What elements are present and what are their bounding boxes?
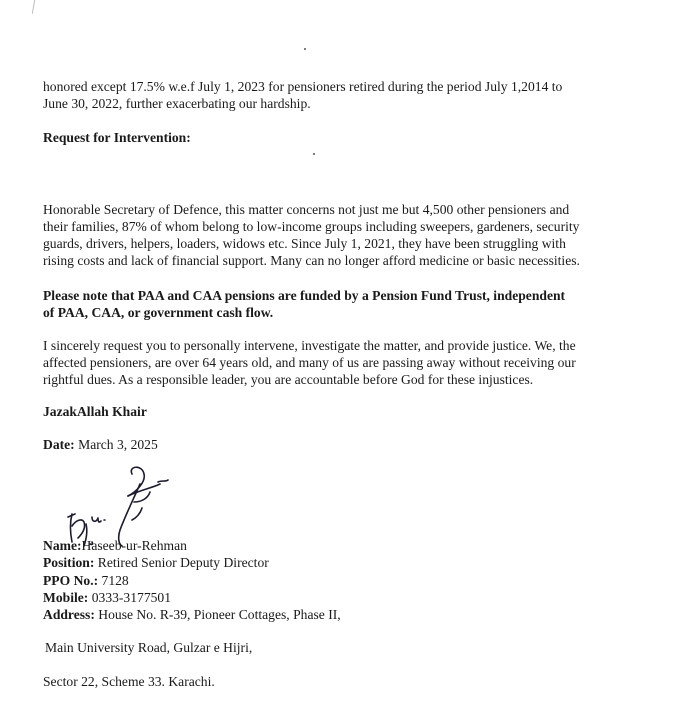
- address-line-3: Sector 22, Scheme 33. Karachi.: [43, 674, 215, 689]
- text-line: rising costs and lack of financial support. Many can no longer afford medicine or basic necessities.: [43, 253, 580, 268]
- note-paragraph: [43, 287, 609, 321]
- position-value: Retired Senior Deputy Director: [97, 555, 269, 571]
- sender-name-row: [43, 537, 463, 554]
- text-line: guards, drivers, helpers, loaders, widows etc. Since July 1, 2021, they have been struggling with: [43, 236, 566, 251]
- text-line: rightful dues. As a responsible leader, you are accountable before God for these injustices.: [43, 372, 534, 387]
- mobile-label: Mobile:: [43, 589, 89, 605]
- body-paragraph: [43, 337, 609, 388]
- body-paragraph: [43, 201, 609, 269]
- text-line: Please note that PAA and CAA pensions are funded by a Pension Fund Trust, independent: [43, 288, 566, 303]
- speck: [304, 48, 306, 50]
- sender-details: [43, 537, 463, 623]
- address-label: Address:: [43, 607, 95, 623]
- sender-address-row: [43, 606, 463, 623]
- opening-paragraph: [43, 78, 609, 112]
- mobile-value: 0333-3177501: [91, 589, 172, 605]
- sender-ppo-row: [43, 572, 463, 589]
- name-label: Name:: [43, 538, 82, 553]
- address-line-1: House No. R-39, Pioneer Cottages, Phase II,: [98, 607, 341, 623]
- section-heading: Request for Intervention:: [43, 130, 191, 145]
- text-line: honored except 17.5% w.e.f July 1, 2023 for pensioners retired during the period July 1,2014 to: [43, 79, 563, 94]
- sender-mobile-row: [43, 589, 463, 606]
- name-value: Haseeb-ur-Rehman: [81, 538, 187, 553]
- address-line-2: Main University Road, Gulzar e Hijri,: [45, 640, 253, 655]
- text-line: June 30, 2022, further exacerbating our hardship.: [43, 96, 311, 111]
- sender-position-row: [43, 554, 463, 571]
- ppo-label: PPO No.:: [43, 572, 99, 588]
- closing-text: JazakAllah Khair: [43, 404, 147, 419]
- text-line: affected pensioners, are over 64 years old, and many of us are passing away without receiving our: [43, 355, 576, 370]
- position-label: Position:: [43, 555, 95, 571]
- date-label: Date:: [43, 437, 75, 452]
- date-value: March 3, 2025: [78, 437, 158, 452]
- text-line: of PAA, CAA, or government cash flow.: [43, 305, 274, 320]
- text-line: I sincerely request you to personally intervene, investigate the matter, and provide justice. We, the: [43, 338, 576, 353]
- ppo-value: 7128: [101, 572, 129, 588]
- text-line: their families, 87% of whom belong to low-income groups including sweepers, gardeners, security: [43, 219, 580, 234]
- text-line: Honorable Secretary of Defence, this matter concerns not just me but 4,500 other pensioners and: [43, 202, 570, 217]
- scan-mark: [32, 0, 37, 14]
- date-line: [43, 436, 609, 453]
- speck: [313, 153, 315, 155]
